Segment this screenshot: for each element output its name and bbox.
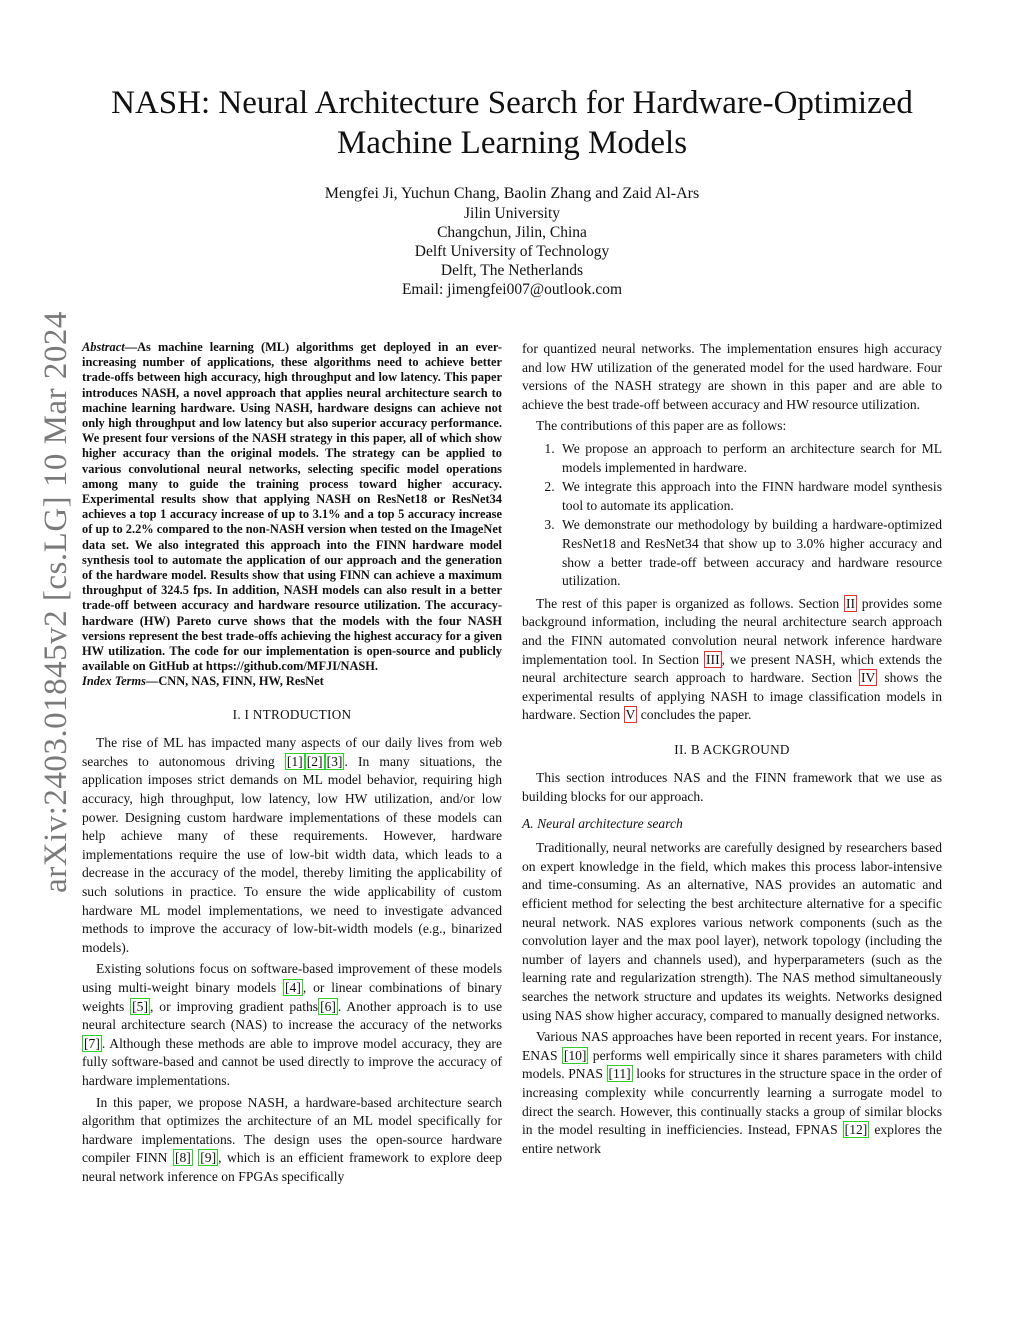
intro-paragraph-3-continued: for quantized neural networks. The implementation ensures high accuracy and low HW utilization of the generated model for the used hardware. Four versions of the NASH strategy are shown in this paper and are able to achieve the best trade-off between accuracy and HW resource utilization. [522,341,942,412]
citation-link[interactable]: [3] [326,753,343,769]
nas-paragraph-1: Traditionally, neural networks are carefully designed by researchers based on expert knowledge in the field, which makes this process labor-intensive and time-consuming. As an alternative, NAS provides an automatic and efficient method for selecting the best architecture alternative for a specific neural network. NAS explores various network components (such as the convolution layer and the max pool layer), network topology (including the number of layers and channels used), and hyperparameters (such as the learning rate and regularization strength). The NAS method simultaneously searches the network structure and updates its weights. Networks designed using NAS show higher accuracy, compared to manually designed networks. [522,840,942,1023]
section-heading-introduction: I. I NTRODUCTION [232,706,352,722]
abstract-text: —As machine learning (ML) algorithms get deployed in an ever-increasing number of applications, these algorithms need to achieve better trade-offs between high accuracy, high throughput and low latency. This paper introduces NASH, a novel approach that applies neural architecture search to machine learning hardware. Using NASH, hardware designs can achieve not only high throughput and low latency but also superior accuracy performance. We present four versions of the NASH strategy in this paper, all of which show higher accuracy than the original models. The strategy can be applied to various convolutional neural networks, selecting specific model operations among many to guide the training process toward higher accuracy. Experimental results show that applying NASH on ResNet18 or ResNet34 achieves a top 1 accuracy increase of up to 3.1% and a top 5 accuracy increase of up to 2.2% compared to the non-NASH version when tested on the ImageNet data set. We also integrated this approach into the FINN hardware model synthesis tool to automate the application of our approach and the generation of the hardware model. Results show that using FINN can achieve a maximum throughput of 324.5 fps. In addition, NASH models can also result in a better trade-off between accuracy and hardware resource utilization. The accuracy-hardware (HW) Pareto curve shows that the models with the four NASH versions represent the best trade-offs achieving the highest accuracy for a given HW utilization. The code for our implementation is open-source and publicly available on GitHub at https://github.com/MFJI/NASH. [82,340,502,674]
intro-paragraph-2: Existing solutions focus on software-based improvement of these models using multi-weight binary models [4] , or linear combinations of binary weights [5] , or improving gradient paths [6] . Another approach is to use neural architecture search (NAS) to increase the accuracy of the networks [7] . Although these methods are able to improve model accuracy, they are fully software-based and cannot be used directly to improve the accuracy of hardware implementations. [82,961,503,1088]
author-block [160,184,864,299]
section-link[interactable]: IV [861,670,876,686]
nas-paragraph-2: Various NAS approaches have been reported in recent years. For instance, ENAS [10] performs well empirically since it shares parameters with child models. PNAS [11] looks for structures in the structure space in the order of increasing complexity while concurrently learning a surrogate model to direct the search. However, this continually stacks a group of similar blocks in the model resulting in inefficiencies. Instead, FPNAS [12] explores the entire network [522,1029,943,1156]
right-column [522,340,942,1161]
left-column [82,340,502,1190]
citation-link[interactable]: [8] [174,1150,191,1166]
citation-link[interactable]: [11] [608,1066,631,1082]
section-link[interactable]: V [625,707,636,723]
contributions-intro: The contributions of this paper are as follows: [536,418,787,434]
section-heading-background: II. B ACKGROUND [674,741,790,757]
intro-paragraph-1: The rise of ML has impacted many aspects of our daily lives from web searches to autonomous driving [1] [2] [3] . In many situations, the application imposes strict demands on ML model behavior, requiring high accuracy, high throughput, low latency, low HW utilization, and/or low power. Designing custom hardware implementations of these models can help achieve many of these requirements. However, hardware implementations require the use of low-bit width data, which leads to a decrease in the accuracy of the model, thereby limiting the applicability of such solutions in practice. To ensure the wide applicability of custom hardware ML model implementations, we need to investigate advanced methods to improve the accuracy of low-bit-width models (e.g., binarized models). [82,735,502,955]
author-email: Email: jimengfei007@outlook.com [401,281,623,298]
paper-title [60,83,964,163]
title-line-1: NASH: Neural Architecture Search for Hardware-Optimized [111,85,913,121]
affiliation-2: Changchun, Jilin, China [437,224,587,241]
affiliation-3: Delft University of Technology [414,243,610,260]
citation-link[interactable]: [6] [320,998,336,1014]
section-link[interactable]: II [845,595,856,611]
citation-link[interactable]: [1] [286,753,303,769]
arxiv-stamp: arXiv:2403.01845v2 [cs.LG] 10 Mar 2024 [37,311,74,893]
citation-link[interactable]: [4] [285,979,301,995]
citation-link[interactable]: [12] [844,1122,868,1138]
affiliation-1: Jilin University [463,205,560,222]
citation-link[interactable]: [9] [200,1150,217,1166]
index-terms-label: Index Terms [82,674,146,689]
index-terms [82,674,502,689]
abstract-label: Abstract [82,340,125,354]
title-line-2: Machine Learning Models [336,125,688,161]
author-names: Mengfei Ji, Yuchun Chang, Baolin Zhang and Zaid Al-Ars [324,185,700,202]
background-paragraph: This section introduces NAS and the FINN framework that we use as building blocks for our approach. [522,770,942,805]
abstract [82,340,502,674]
contributions-list [522,440,942,591]
citation-link[interactable]: [5] [132,998,149,1014]
affiliation-4: Delft, The Netherlands [440,262,584,279]
organization-paragraph: The rest of this paper is organized as follows. Section II provides some background information, including the neural architecture search approach and the FINN automated convolution neural network inference hardware implementation tool. In Section III , we present NASH, which extends the neural architecture search approach to hardware. Section IV shows the experimental results of applying NASH to image classification models in hardware. Section V concludes the paper. [522,595,942,723]
index-terms-text: —CNN, NAS, FINN, HW, ResNet [145,674,324,689]
subsection-heading-nas: A. Neural architecture search [522,815,683,831]
intro-paragraph-3: In this paper, we propose NASH, a hardware-based architecture search algorithm that optimizes the architecture of an ML model specifically for hardware implementations. The design uses the open-source hardware compiler FINN [8] [9] , which is an efficient framework to explore deep neural network inference on FPGAs specifically [82,1094,502,1184]
list-item: 1. We propose an approach to perform an architecture search for ML models implemented in hardware. [558,440,942,477]
list-item: 3. We demonstrate our methodology by building a hardware-optimized ResNet18 and ResNet34 that show up to 3.0% higher accuracy and show a better trade-off between accuracy and hardware resource utilization. [558,516,942,590]
list-item: 2. We integrate this approach into the FINN hardware model synthesis tool to automate its application. [558,478,942,515]
section-link[interactable]: III [706,651,720,667]
citation-link[interactable]: [2] [306,753,323,769]
citation-link[interactable]: [10] [563,1047,587,1063]
citation-link[interactable]: [7] [84,1035,100,1051]
